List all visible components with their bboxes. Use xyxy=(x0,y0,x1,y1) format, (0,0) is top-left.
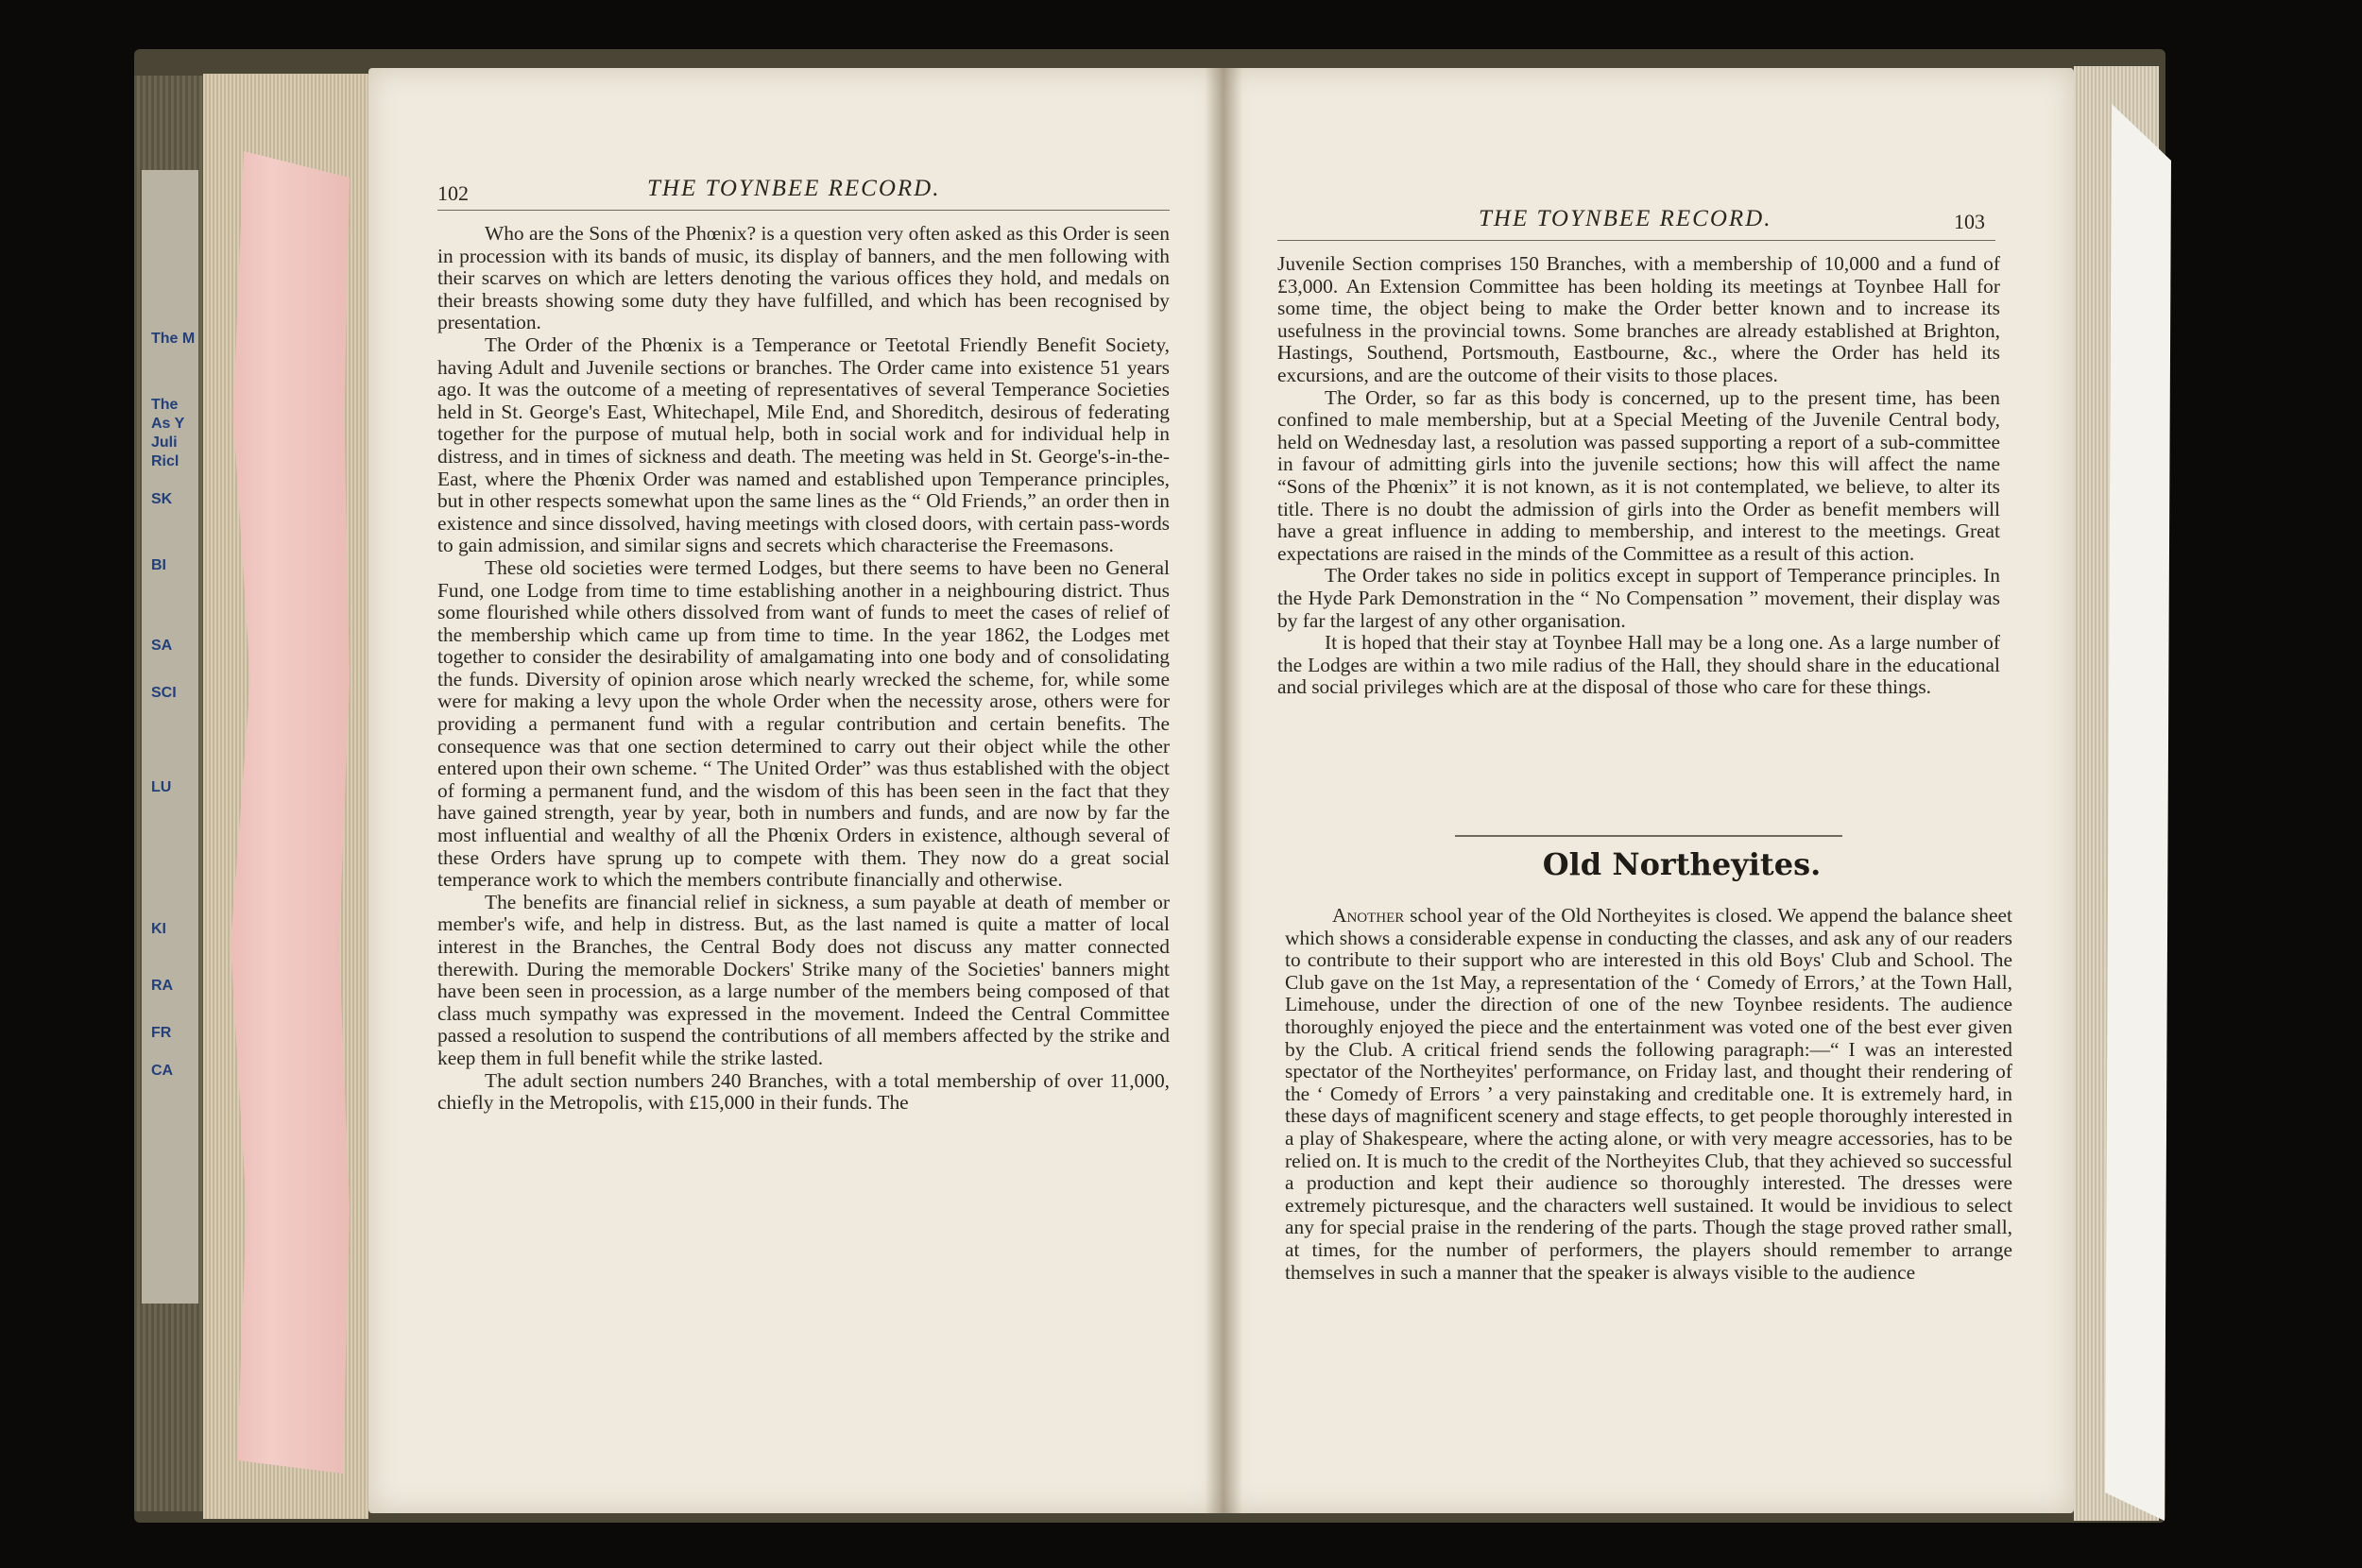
section-title: Old Northeyites. xyxy=(1542,846,1822,882)
wrapper-label: SA xyxy=(151,638,173,654)
wrapper-label: Juli xyxy=(151,435,178,451)
paragraph: The benefits are financial relief in sickness, a sum payable at death of member or member's wife, and help in distress. But, as the last named is quite a matter of local interest in the Branches, the Central Body does not discuss any matter connected therewith. During the memorable Dockers' Strike many of the Societies' banners might have been seen in procession, as a large number of the members being composed of that class much sympathy was expressed in the movement. Indeed the Central Committee passed a resolution to suspend the contributions of all members affected by the strike and keep them in full benefit while the strike lasted. xyxy=(437,890,1170,1069)
wrapper-label: RA xyxy=(151,978,174,994)
wrapper-label: KI xyxy=(151,921,166,937)
wrapper-label: LU xyxy=(151,779,172,795)
white-inserted-slip xyxy=(2105,104,2171,1521)
right-page-text xyxy=(1277,253,2000,699)
running-head-left: THE TOYNBEE RECORD. xyxy=(647,176,941,201)
left-page-text xyxy=(437,223,1170,1115)
wrapper-label: BI xyxy=(151,557,166,573)
section-rule xyxy=(1455,835,1842,837)
section-text xyxy=(1285,905,2012,1284)
page-number-left: 102 xyxy=(437,181,469,205)
paragraph xyxy=(1285,905,2012,1284)
paragraph: The Order of the Phœnix is a Temperance or Teetotal Friendly Benefit Society, having Adult and Juvenile sections or branches. The Order came into existence 51 years ago. It was the outcome of a meeting of representatives of several Temperance Societies held in St. George's East, Whitechapel, Mile End, and Shoreditch, desirous of federating together for the purpose of mutual help, both in social work and for individual help in distress, and in times of sickness and death. The meeting was held in St. George's-in-the-East, where the Phœnix Order was named and established upon Temperance principles, but in other respects somewhat upon the same lines as the “ Old Friends,” an order then in existence and since dissolved, having meetings with closed doors, with certain pass-words to gain admission, and similar signs and secrets which characterise the Freemasons. xyxy=(437,332,1170,557)
paragraph: It is hoped that their stay at Toynbee Hall may be a long one. As a large number of the Lodges are within a two mile radius of the Hall, they should share in the educational and social privileges which are at the disposal of those who care for these things. xyxy=(1277,631,2000,699)
wrapper-label: Ricl xyxy=(151,453,180,469)
paragraph: Juvenile Section comprises 150 Branches, with a membership of 10,000 and a fund of £3,000. An Extension Committee has been holding its meetings at Toynbee Hall for some time, the object being to make the Order better known and to increase its usefulness in the provincial towns. Some branches are already established at Brighton, Hastings, Southend, Portsmouth, Eastbourne, &c., where the Order has held its excursions, and are the outcome of their visits to those places. xyxy=(1277,252,2000,386)
wrapper-label: The xyxy=(151,397,179,413)
page-number-right: 103 xyxy=(1954,210,1985,233)
running-head-right: THE TOYNBEE RECORD. xyxy=(1479,206,1772,231)
header-rule-right xyxy=(1277,240,1995,241)
book-gutter xyxy=(1205,68,1242,1513)
paragraph: The adult section numbers 240 Branches, with a total membership of over 11,000, chiefly in the Metropolis, with £15,000 in their funds. The xyxy=(437,1068,1170,1115)
paragraph: These old societies were termed Lodges, but there seems to have been no General Fund, one Lodge from time to time establishing another in a neighbouring district. Thus some flourished while others dissolved from want of funds to meet the cases of relief of the membership which came up from time to time. In the year 1862, the Lodges met together to consider the desirability of amalgamating into one body and of consolidating the funds. Diversity of opinion arose which nearly wrecked the scheme, for, while some were for making a levy upon the whole Order when the necessity arose, others were for providing a permanent fund with a regular contribution and certain benefits. The consequence was that one section determined to carry out their object while the other entered upon their own scheme. “ The United Order” was thus established with the object of forming a permanent fund, and the wisdom of this has been seen in the fact that they have gained strength, year by year, both in numbers and funds, and are now by far the most influential and wealthy of all the Phœnix Orders in existence, although several of these Orders have sprung up to compete with them. They now do a great social temperance work to which the members contribute financially and otherwise. xyxy=(437,555,1170,892)
wrapper-label: The M xyxy=(151,331,196,347)
wrapper-label: FR xyxy=(151,1025,172,1041)
paragraph: The Order takes no side in politics except in support of Temperance principles. In the Hyde Park Demonstration in the “ No Compensation ” movement, their display was by far the largest of any other organisation. xyxy=(1277,564,2000,632)
wrapper-label: CA xyxy=(151,1063,174,1079)
bound-wrapper-fragment xyxy=(142,170,198,1304)
wrapper-label: SCI xyxy=(151,685,177,701)
wrapper-label: As Y xyxy=(151,416,185,432)
section-first-word: Another xyxy=(1332,904,1405,927)
paragraph: Who are the Sons of the Phœnix? is a question very often asked as this Order is seen in procession with its bands of music, its display of banners, and the men following with their scarves on which are letters denoting the various offices they hold, and medals on their breasts showing some duty they have fulfilled, and which has been recognised by presentation. xyxy=(437,222,1170,334)
header-rule-left xyxy=(437,210,1170,211)
paragraph: The Order, so far as this body is concerned, up to the present time, has been confined to male membership, but at a Special Meeting of the Juvenile Central body, held on Wednesday last, a resolution was passed supporting a report of a sub-committee in favour of admitting girls into the juvenile sections; how this will affect the name “Sons of the Phœnix” it is not known, as it is not contemplated, we believe, to alter its title. There is no doubt the admission of girls into the Order as benefit members will have a great influence in adding to membership, and interest to the meetings. Great expectations are raised in the minds of the Committee as a result of this action. xyxy=(1277,385,2000,565)
section-body: school year of the Old Northeyites is closed. We append the balance sheet which shows a considerable expense in conducting the classes, and ask any of our readers to contribute to their support who are interested in this old Boys' Club and School. The Club gave on the 1st May, a representation of the ‘ Comedy of Errors,’ at the Town Hall, Limehouse, under the direction of one of the new Toynbee residents. The audience thoroughly enjoyed the piece and the entertainment was voted one of the best ever given by the Club. A critical friend sends the following paragraph:—“ I was an interested spectator of the Northeyites' performance, on Friday last, and thought their rendering of the ‘ Comedy of Errors ’ a very painstaking and creditable one. It is extremely hard, in these days of magnificent scenery and stage effects, to get people thoroughly interested in a play of Shakespeare, where the acting alone, or with very meagre accessories, has to be relied on. It is much to the credit of the Northeyites Club, that they achieved so successful a production and kept their audience so thoroughly interested. The dresses were extremely picturesque, and the characters well sustained. It would be invidious to select any for special praise in the rendering of the parts. Though the stage proved rather small, at times, for the number of performers, the players should remember to arrange themselves in such a manner that the speaker is always visible to the audience xyxy=(1285,904,2012,1284)
wrapper-label: SK xyxy=(151,491,173,507)
